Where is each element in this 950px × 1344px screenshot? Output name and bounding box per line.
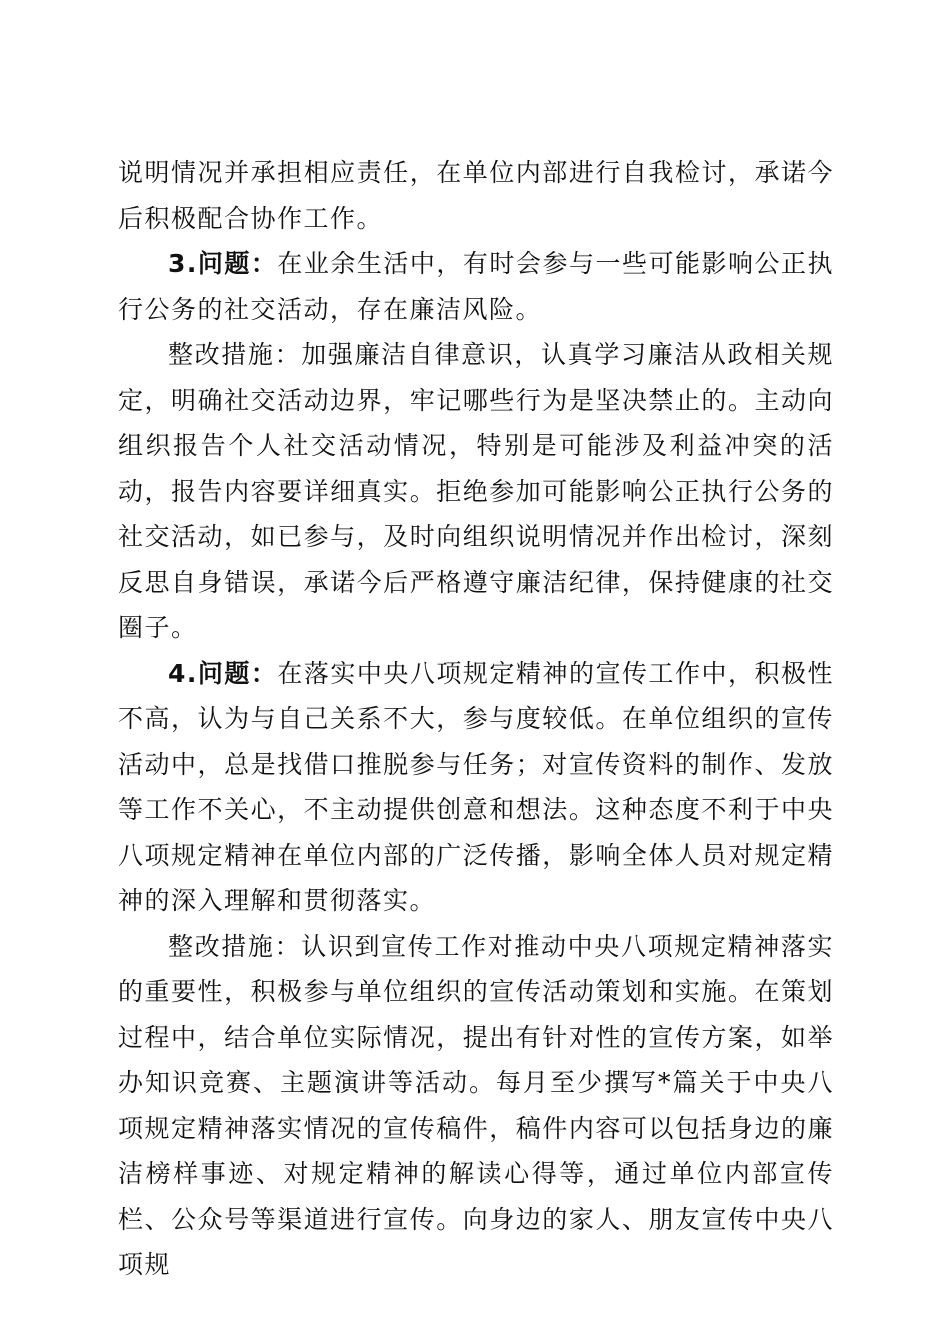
problem-4-paragraph (118, 651, 834, 924)
rectification-3-paragraph (118, 332, 834, 651)
paragraph-text: 说明情况并承担相应责任，在单位内部进行自我检讨，承诺今后积极配合协作工作。 (118, 158, 834, 233)
rectification-4-paragraph (118, 924, 834, 1288)
document-body (118, 150, 834, 1288)
problem-4-heading: 4.问题： (168, 658, 278, 688)
problem-3-heading: 3.问题： (168, 249, 278, 278)
problem-3-paragraph (118, 241, 834, 332)
paragraph-continuation (118, 150, 834, 241)
problem-3-text: 在业余生活中，有时会参与一些可能影响公正执行公务的社交活动，存在廉洁风险。 (118, 249, 834, 324)
rectification-3-text: 整改措施：加强廉洁自律意识，认真学习廉洁从政相关规定，明确社交活动边界，牢记哪些行为是坚决禁止的。主动向组织报告个人社交活动情况，特别是可能涉及利益冲突的活动，报告内容要详细真实。拒绝参加可能影响公正执行公务的社交活动，如已参与，及时向组织说明情况并作出检讨，深刻反思自身错误，承诺今后严格遵守廉洁纪律，保持健康的社交圈子。 (118, 340, 834, 642)
problem-4-text: 在落实中央八项规定精神的宣传工作中，积极性不高，认为与自己关系不大，参与度较低。在单位组织的宣传活动中，总是找借口推脱参与任务；对宣传资料的制作、发放等工作不关心，不主动提供创意和想法。这种态度不利于中央八项规定精神在单位内部的广泛传播，影响全体人员对规定精神的深入理解和贯彻落实。 (118, 658, 834, 915)
rectification-4-text: 整改措施：认识到宣传工作对推动中央八项规定精神落实的重要性，积极参与单位组织的宣传活动策划和实施。在策划过程中，结合单位实际情况，提出有针对性的宣传方案，如举办知识竞赛、主题演讲等活动。每月至少撰写*篇关于中央八项规定精神落实情况的宣传稿件，稿件内容可以包括身边的廉洁榜样事迹、对规定精神的解读心得等，通过单位内部宣传栏、公众号等渠道进行宣传。向身边的家人、朋友宣传中央八项规 (118, 931, 834, 1279)
